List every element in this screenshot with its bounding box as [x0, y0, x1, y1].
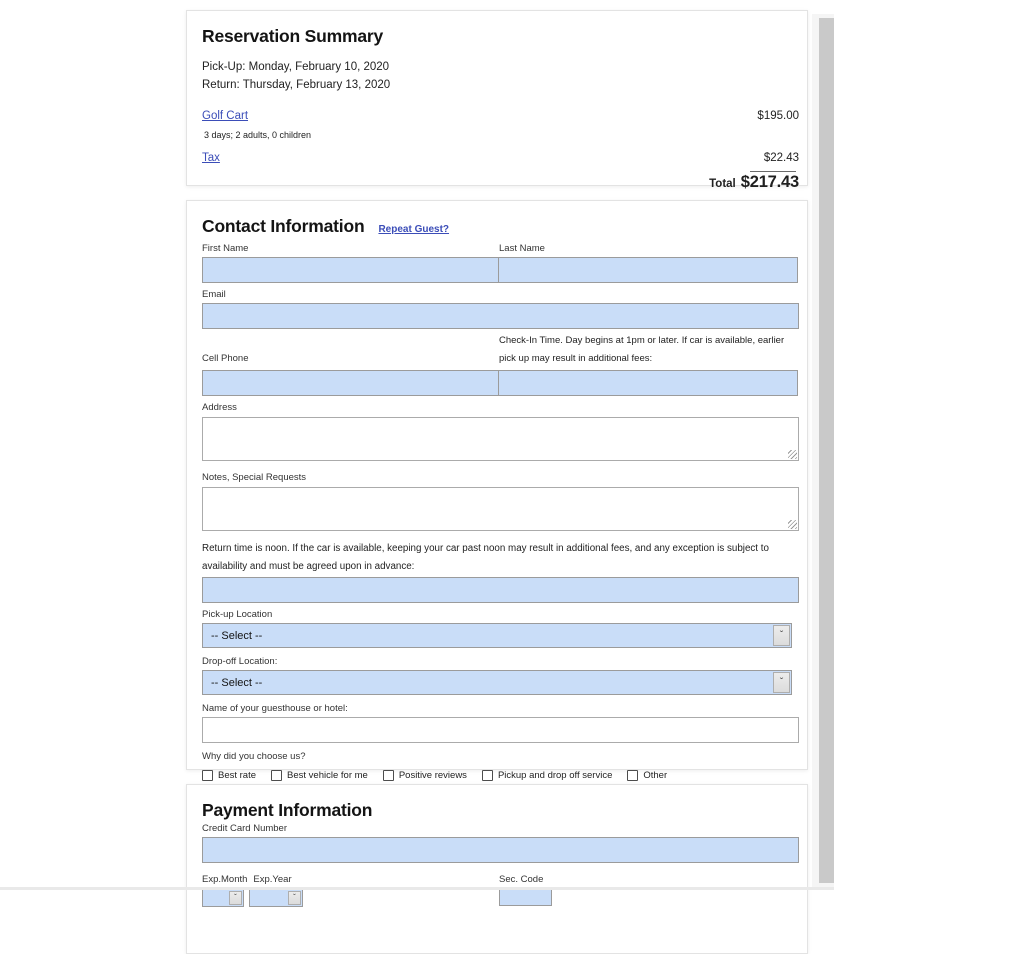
first-name-label: First Name [202, 243, 249, 254]
checkbox-positive-reviews[interactable]: Positive reviews [383, 770, 467, 781]
checkbox-best-rate[interactable]: Best rate [202, 770, 256, 781]
scrollbar-thumb[interactable] [819, 18, 834, 883]
line-item-golf-cart [202, 107, 799, 125]
pickup-date-line: Pick-Up: Monday, February 10, 2020 [202, 61, 390, 73]
last-name-input[interactable] [498, 257, 798, 283]
checkbox-best-vehicle[interactable]: Best vehicle for me [271, 770, 368, 781]
credit-card-number-input[interactable] [202, 837, 799, 863]
total-label: Total [709, 178, 736, 190]
why-choose-us-label: Why did you choose us? [202, 751, 306, 762]
viewport-bottom-edge [0, 887, 834, 890]
tax-amount: $22.43 [763, 152, 799, 164]
exp-year-label: Exp.Year [253, 874, 292, 885]
email-label: Email [202, 289, 226, 300]
exp-month-label: Exp.Month [202, 874, 248, 885]
cell-phone-label: Cell Phone [202, 353, 249, 364]
resize-grip-icon[interactable] [788, 450, 797, 459]
email-input[interactable] [202, 303, 799, 329]
notes-textarea[interactable] [202, 487, 799, 531]
payment-information-card [186, 784, 808, 954]
reservation-summary-title: Reservation Summary [202, 26, 384, 46]
cell-phone-input[interactable] [202, 370, 499, 396]
checkbox-icon[interactable] [271, 770, 282, 781]
payment-information-title: Payment Information [202, 800, 373, 820]
credit-card-number-label: Credit Card Number [202, 823, 287, 834]
total-divider [750, 171, 796, 172]
checkin-time-input[interactable] [498, 370, 798, 396]
checkbox-icon[interactable] [202, 770, 213, 781]
repeat-guest-link[interactable]: Repeat Guest? [378, 224, 450, 235]
checkbox-other[interactable]: Other [627, 770, 667, 781]
checkin-time-note: Check-In Time. Day begins at 1pm or later. If car is available, earlier pick up may result in additional fees: [499, 335, 785, 364]
resize-grip-icon[interactable] [788, 520, 797, 529]
pickup-location-select[interactable]: -- Select -- ˇ [202, 623, 792, 648]
pickup-location-label: Pick-up Location [202, 609, 273, 620]
checkbox-pickup-dropoff[interactable]: Pickup and drop off service [482, 770, 612, 781]
checkbox-icon[interactable] [627, 770, 638, 781]
exp-month-select[interactable] [202, 889, 244, 907]
notes-label: Notes, Special Requests [202, 472, 307, 483]
guesthouse-label: Name of your guesthouse or hotel: [202, 703, 348, 714]
golf-cart-amount: $195.00 [757, 110, 799, 122]
return-time-input[interactable] [202, 577, 799, 603]
chevron-down-icon: ˇ [229, 891, 242, 905]
address-textarea[interactable] [202, 417, 799, 461]
total-amount: $217.43 [740, 173, 799, 191]
exp-year-select[interactable] [249, 889, 303, 907]
return-time-note: Return time is noon. If the car is available, keeping your car past noon may result in additional fees, and any exception is subject to availability and must be agreed upon in advance: [202, 543, 769, 572]
reservation-summary-card [186, 10, 808, 191]
contact-information-card [186, 200, 808, 781]
line-item-tax [202, 149, 799, 167]
dropoff-location-label: Drop-off Location: [202, 656, 278, 667]
sec-code-label: Sec. Code [499, 874, 544, 885]
return-date-line: Return: Thursday, February 13, 2020 [202, 79, 391, 91]
first-name-input[interactable] [202, 257, 499, 283]
guesthouse-input[interactable] [202, 717, 799, 743]
checkbox-icon[interactable] [482, 770, 493, 781]
total-row [202, 173, 799, 192]
checkbox-icon[interactable] [383, 770, 394, 781]
chevron-down-icon: ˇ [773, 672, 790, 693]
last-name-label: Last Name [499, 243, 545, 254]
contact-information-title: Contact Information [202, 216, 365, 236]
golf-cart-link[interactable]: Golf Cart [202, 110, 249, 122]
sec-code-input[interactable] [499, 889, 552, 906]
chevron-down-icon: ˇ [773, 625, 790, 646]
why-choose-us-options [202, 770, 799, 781]
dropoff-location-select[interactable]: -- Select -- ˇ [202, 670, 792, 695]
chevron-down-icon: ˇ [288, 891, 301, 905]
golf-cart-detail-note: 3 days; 2 adults, 0 children [204, 130, 312, 140]
tax-link[interactable]: Tax [202, 152, 220, 164]
address-label: Address [202, 402, 237, 413]
